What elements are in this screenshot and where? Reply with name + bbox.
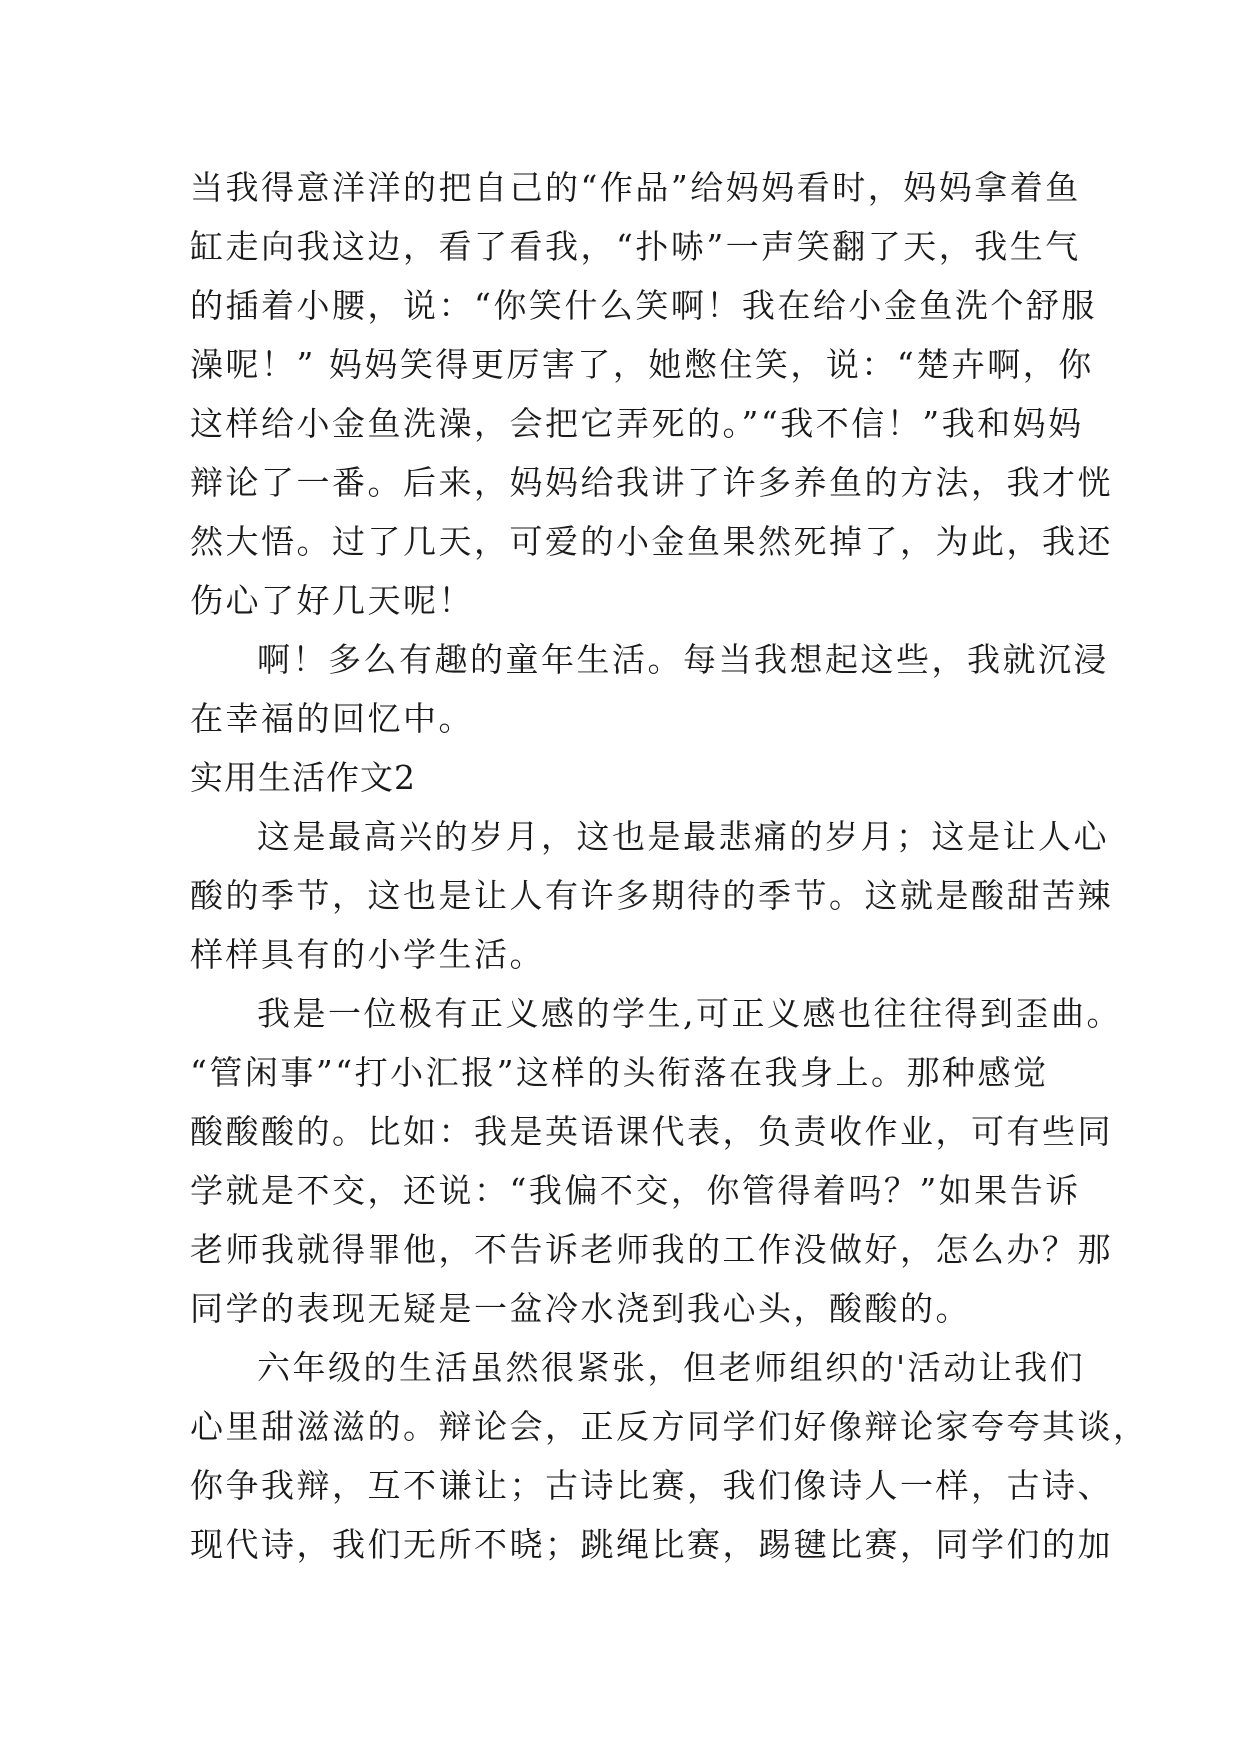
paragraph-line: “管闲事”“打小汇报”这样的头衔落在我身上。那种感觉 [190, 1053, 1049, 1092]
document-body [190, 158, 1149, 1574]
paragraph-line: 当我得意洋洋的把自己的“作品”给妈妈看时，妈妈拿着鱼 [190, 168, 1081, 207]
paragraph-line: 学就是不交，还说：“我偏不交，你管得着吗？”如果告诉 [190, 1171, 1081, 1210]
paragraph-line: 然大悟。过了几天，可爱的小金鱼果然死掉了，为此，我还 [190, 522, 1113, 561]
paragraph-line: 啊！多么有趣的童年生活。每当我想起这些，我就沉浸 [257, 640, 1109, 679]
paragraph-line: 老师我就得罪他，不告诉老师我的工作没做好，怎么办？那 [190, 1230, 1113, 1269]
paragraph-line: 六年级的生活虽然很紧张，但老师组织的'活动让我们 [257, 1348, 1086, 1387]
paragraph-line: 伤心了好几天呢！ [190, 581, 474, 620]
paragraph-line: 你争我辩，互不谦让；古诗比赛，我们像诗人一样，古诗、 [190, 1466, 1113, 1505]
paragraph-line: 心里甜滋滋的。辩论会，正反方同学们好像辩论家夸夸其谈， [190, 1407, 1149, 1446]
section-heading: 实用生活作文2 [190, 758, 416, 797]
paragraph-line: 辩论了一番。后来，妈妈给我讲了许多养鱼的方法，我才恍 [190, 463, 1113, 502]
paragraph-line: 酸酸酸的。比如：我是英语课代表，负责收作业，可有些同 [190, 1112, 1113, 1151]
paragraph-line: 在幸福的回忆中。 [190, 699, 474, 738]
paragraph-line: 缸走向我这边，看了看我，“扑哧”一声笑翻了天，我生气 [190, 227, 1081, 266]
paragraph-line: 我是一位极有正义感的学生,可正义感也往往得到歪曲。 [257, 994, 1122, 1033]
paragraph-line: 现代诗，我们无所不晓；跳绳比赛，踢毽比赛，同学们的加 [190, 1525, 1113, 1564]
paragraph-line: 这样给小金鱼洗澡，会把它弄死的。”“我不信！”我和妈妈 [190, 404, 1084, 443]
paragraph-line: 的插着小腰，说：“你笑什么笑啊！我在给小金鱼洗个舒服 [190, 286, 1097, 325]
paragraph-line: 酸的季节，这也是让人有许多期待的季节。这就是酸甜苦辣 [190, 876, 1113, 915]
paragraph-line: 澡呢！” 妈妈笑得更厉害了，她憋住笑，说：“楚卉啊，你 [190, 345, 1094, 384]
paragraph-line: 样样具有的小学生活。 [190, 935, 545, 974]
paragraph-line: 这是最高兴的岁月，这也是最悲痛的岁月；这是让人心 [257, 817, 1109, 856]
paragraph-line: 同学的表现无疑是一盆冷水浇到我心头，酸酸的。 [190, 1289, 971, 1328]
